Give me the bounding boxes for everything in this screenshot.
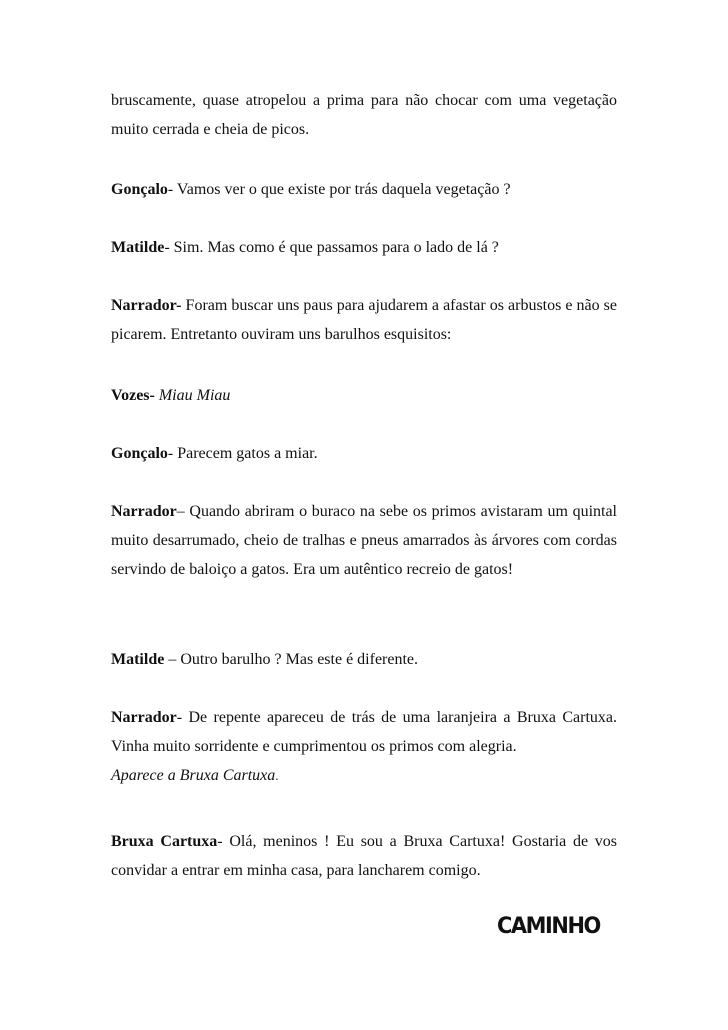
dialogue-text: - De repente apareceu de trás de uma laranjeira a Bruxa Cartuxa. Vinha muito sorridente e cumprimentou os primos com alegria. [111, 709, 617, 755]
dialogue-matilde-2 [111, 645, 617, 674]
dialogue-text: – Outro barulho ? Mas este é diferente. [164, 651, 419, 668]
dialogue-matilde-1 [111, 233, 617, 262]
stage-direction-text: Aparece a Bruxa Cartuxa [111, 767, 276, 784]
dialogue-text: – Quando abriram o buraco na sebe os primos avistaram um quintal muito desarrumado, cheio de tralhas e pneus amarrados às árvores com cordas servindo de baloiço a gatos. Era um autêntico recreio de gatos! [111, 503, 617, 578]
speaker-name: Narrador [111, 503, 177, 520]
speaker-name: Matilde [111, 651, 165, 668]
stage-direction-period: . [275, 768, 279, 783]
speaker-name: Narrador- [111, 297, 182, 314]
dialogue-text: - Parecem gatos a miar. [167, 445, 318, 462]
dialogue-narrador-3 [111, 703, 617, 761]
speaker-name: Narrador [111, 709, 177, 726]
dialogue-goncalo-1 [111, 175, 617, 204]
speaker-name: Gonçalo [111, 445, 168, 462]
dialogue-text: - Sim. Mas como é que passamos para o lado de lá ? [164, 239, 499, 256]
dialogue-text: - Vamos ver o que existe por trás daquela vegetação ? [167, 181, 511, 198]
dialogue-vozes [111, 381, 617, 410]
paragraph-narration-continuation [111, 86, 617, 144]
stage-direction [111, 761, 617, 790]
dialogue-narrador-1 [111, 291, 617, 349]
dialogue-bruxa-cartuxa [111, 827, 617, 885]
paragraph-text: bruscamente, quase atropelou a prima para não chocar com uma vegetação muito cerrada e cheia de picos. [111, 92, 617, 138]
dialogue-text: Foram buscar uns paus para ajudarem a afastar os arbustos e não se picarem. Entretanto ouviram uns barulhos esquisitos: [111, 297, 617, 343]
sound-effect-text: Miau Miau [158, 387, 231, 404]
dialogue-narrador-2 [111, 497, 617, 584]
dialogue-goncalo-2 [111, 439, 617, 468]
speaker-name: Vozes [111, 387, 150, 404]
dialogue-text: - Olá, meninos ! Eu sou a Bruxa Cartuxa! Gostaria de vos convidar a entrar em minha casa, para lancharem comigo. [111, 833, 618, 879]
speaker-name: Matilde [111, 239, 165, 256]
speaker-separator: - [149, 387, 159, 404]
speaker-name: Gonçalo [111, 181, 168, 198]
publisher-logo: CAMINHO [497, 914, 600, 939]
speaker-name: Bruxa Cartuxa [111, 833, 218, 850]
